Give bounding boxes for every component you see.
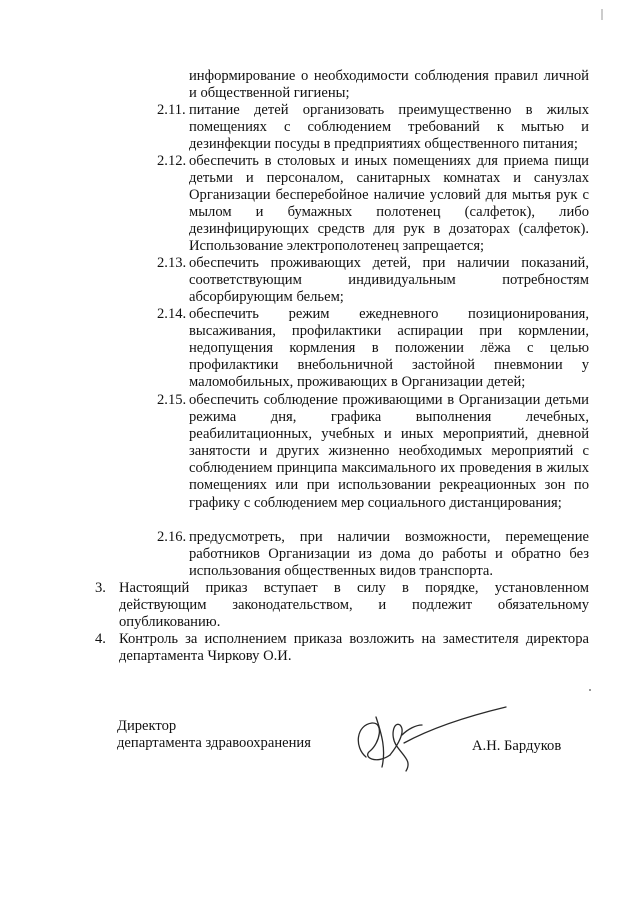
scan-speck-mark	[598, 8, 606, 22]
subitem-text: обеспечить проживающих детей, при наличии показаний, соответствующим индивидуальным потребностям абсорбирующим бельем;	[189, 255, 589, 306]
signatory-title	[117, 718, 311, 752]
continuation-text: информирование о необходимости соблюдения правил личной и общественной гигиены;	[189, 68, 589, 102]
scan-speck-mark	[586, 686, 594, 694]
subitem-number: 2.12.	[157, 153, 187, 169]
subitem-number: 2.14.	[157, 306, 187, 322]
item-number: 4.	[95, 631, 106, 647]
signatory-name: А.Н. Бардуков	[472, 738, 562, 754]
item-text: Настоящий приказ вступает в силу в порядке, установленном действующим законодательством, и подлежит обязательному опубликованию.	[119, 580, 589, 631]
item-number: 3.	[95, 580, 106, 596]
subitem-number: 2.15.	[157, 392, 187, 408]
subitem-text: обеспечить в столовых и иных помещениях для приема пищи детьми и персоналом, санитарных комнатах и санузлах Организации бесперебойное наличие условий для мытья рук с мылом и бумажных полотенец (салфеток), либо дезинфицирующих средств для рук в дозаторах (салфеток). Использование электрополотенец запрещается;	[189, 153, 589, 255]
subitem-number: 2.11.	[157, 102, 186, 118]
subitem-text: питание детей организовать преимущественно в жилых помещениях с соблюдением требований к мытью и дезинфекции посуды в предприятиях общественного питания;	[189, 102, 589, 153]
subitem-number: 2.16.	[157, 529, 187, 545]
subitem-text: обеспечить соблюдение проживающими в Организации детьми режима дня, графика выполнения лечебных, реабилитационных, учебных и иных мероприятий, дневной занятости и других жизненно необходимых мероприятий с соблюдением принципа максимального их проведения в жилых помещениях или при использовании рекреационных зон по графику с соблюдением мер социального дистанцирования;	[189, 392, 589, 511]
subitem-text: обеспечить режим ежедневного позиционирования, высаживания, профилактики аспирации при кормлении, недопущения кормления в положении лёжа с целью профилактики внебольничной застойной пневмонии у маломобильных, проживающих в Организации детей;	[189, 306, 589, 391]
item-text: Контроль за исполнением приказа возложить на заместителя директора департамента Чиркову О.И.	[119, 631, 589, 665]
handwritten-signature	[346, 695, 516, 775]
subitem-text: предусмотреть, при наличии возможности, перемещение работников Организации из дома до работы и обратно без использования общественных видов транспорта.	[189, 529, 589, 580]
subitem-number: 2.13.	[157, 255, 187, 271]
signatory-title-line1: Директор	[117, 718, 177, 734]
signatory-title-line2: департамента здравоохранения	[117, 735, 311, 752]
